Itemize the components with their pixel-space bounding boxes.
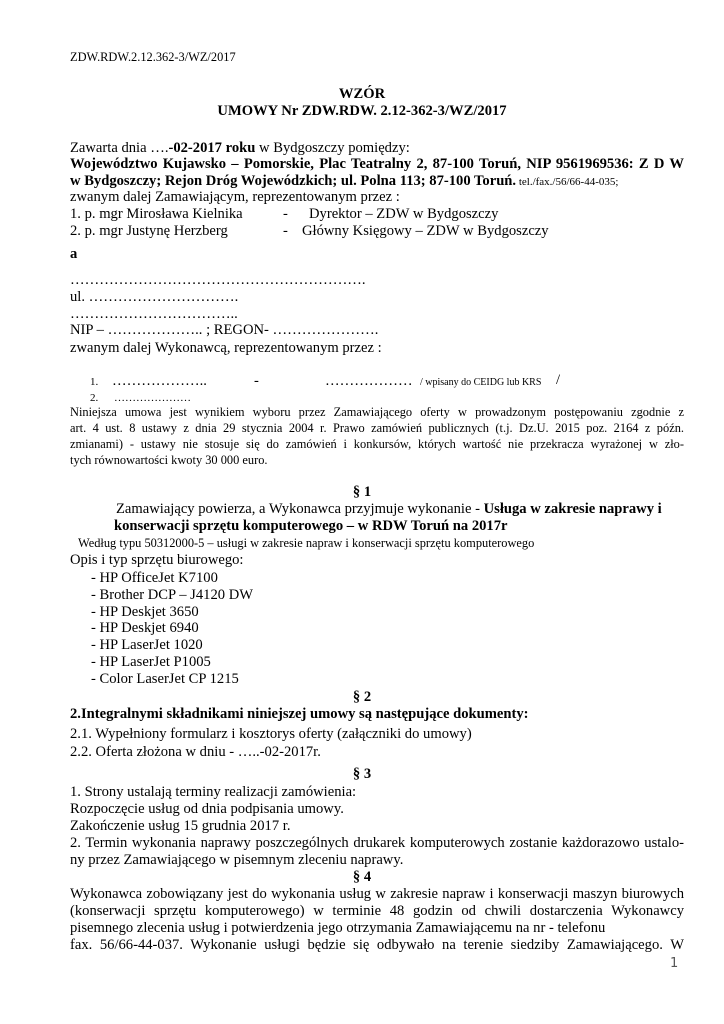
intro-line-1 bbox=[70, 140, 410, 157]
legal-basis-line-4: tych równowartości kwoty 30 000 euro. bbox=[70, 453, 268, 467]
contractor-rep-1-number: 1. bbox=[90, 376, 99, 388]
section-4-line-4: fax. 56/66-44-037. Wykonanie usługi będzie się odbywało na terenie siedziby Zamawiającego. W bbox=[70, 937, 684, 953]
client-phone: tel./fax./56/66-44-035; bbox=[516, 176, 619, 188]
section-1-service-scope: konserwacji sprzętu komputerowego bbox=[114, 518, 344, 534]
contractor-name-dots: ……………………………………………………. bbox=[70, 272, 366, 288]
contractor-city-dots: …………………………….. bbox=[70, 306, 238, 322]
section-1-line-2 bbox=[114, 518, 508, 535]
section-1-line-1 bbox=[116, 501, 662, 518]
client-represented-by: zwanym dalej Zamawiającym, reprezentowanym przez : bbox=[70, 189, 400, 205]
section-3-line-2: Rozpoczęcie usług od dnia podpisania umowy. bbox=[70, 801, 344, 817]
contractor-rep-1-role-dots: ……………… bbox=[325, 373, 413, 389]
section-1-service-location: – w RDW Toruń na 2017r bbox=[343, 518, 508, 534]
section-3-line-1: 1. Strony ustalają terminy realizacji zamówienia: bbox=[70, 784, 357, 800]
rep-2-role: Główny Księgowy – ZDW w Bydgoszczy bbox=[302, 223, 549, 239]
ceidg-krs-slash: / bbox=[556, 372, 561, 388]
contractor-street: ul. …………………………. bbox=[70, 289, 239, 305]
section-1-cpv: Według typu 50312000-5 – usługi w zakresie napraw i konserwacji sprzętu komputerowego bbox=[78, 536, 535, 550]
section-2-heading: § 2 bbox=[352, 689, 372, 705]
section-4-heading: § 4 bbox=[352, 869, 372, 885]
equipment-item: - Color LaserJet CP 1215 bbox=[91, 671, 239, 687]
contractor-rep-2-dots: ………………… bbox=[114, 392, 191, 404]
section-4-line-1: Wykonawca zobowiązany jest do wykonania usług w zakresie napraw i konserwacji maszyn biurowych bbox=[70, 886, 684, 902]
legal-basis-line-1: Niniejsza umowa jest wynikiem wyboru przez Zamawiającego oferty w prowadzonym postępowaniu zgodnie z bbox=[70, 405, 684, 419]
rep-2-name: 2. p. mgr Justynę Herzberg bbox=[70, 223, 228, 239]
contractor-nip-regon: NIP – ……………….. ; REGON- …………………. bbox=[70, 322, 379, 338]
equipment-item: - Brother DCP – J4120 DW bbox=[91, 587, 254, 603]
ceidg-krs-note: / wpisany do CEIDG lub KRS bbox=[420, 377, 542, 388]
page-number: 1 bbox=[670, 956, 679, 971]
equipment-item: - HP LaserJet P1005 bbox=[91, 654, 211, 670]
section-1-entrust: Zamawiający powierza, a Wykonawca przyjmuje wykonanie - bbox=[116, 501, 484, 517]
equipment-list-title: Opis i typ sprzętu biurowego: bbox=[70, 552, 244, 568]
section-3-line-4: 2. Termin wykonania naprawy poszczególnych drukarek komputerowych zostanie każdorazowo ustalo- bbox=[70, 835, 684, 851]
intro-place: w Bydgoszczy pomiędzy: bbox=[255, 140, 410, 156]
section-2-item-1: 2.1. Wypełniony formularz i kosztorys oferty (załączniki do umowy) bbox=[70, 726, 472, 742]
document-subtitle: UMOWY Nr ZDW.RDW. 2.12-362-3/WZ/2017 bbox=[217, 103, 507, 119]
section-2-item-2: 2.2. Oferta złożona w dniu - …..-02-2017r. bbox=[70, 744, 321, 760]
intro-date: -02-2017 roku bbox=[168, 140, 256, 156]
equipment-item: - HP LaserJet 1020 bbox=[91, 637, 203, 653]
equipment-item: - HP Deskjet 3650 bbox=[91, 604, 199, 620]
equipment-item: - HP Deskjet 6940 bbox=[91, 620, 199, 636]
section-3-line-5: ny przez Zamawiającego w pisemnym zleceniu naprawy. bbox=[70, 852, 404, 868]
document-title: WZÓR bbox=[338, 86, 386, 102]
equipment-item: - HP OfficeJet K7100 bbox=[91, 570, 218, 586]
section-3-heading: § 3 bbox=[352, 766, 372, 782]
contractor-represented-by: zwanym dalej Wykonawcą, reprezentowanym przez : bbox=[70, 340, 382, 356]
contractor-a: a bbox=[70, 246, 78, 262]
section-4-line-2: (konserwacji sprzętu komputerowego) w terminie 48 godzin od chwili dostarczenia Wykonawcy bbox=[70, 903, 684, 919]
contractor-rep-1-dash: - bbox=[254, 373, 259, 389]
section-4-line-3: pisemnego zlecenia usług i potwierdzenia jego otrzymania Zamawiającemu na nr - telefonu bbox=[70, 920, 606, 936]
rep-2-dash: - bbox=[283, 223, 288, 239]
legal-basis-line-3: zmianami) - ustawy nie stosuje się do zamówień i konkursów, których wartość nie przekracza wyrażonej w zło- bbox=[70, 437, 684, 451]
contractor-rep-1-name-dots: ……………….. bbox=[112, 373, 207, 389]
section-1-heading: § 1 bbox=[352, 484, 372, 500]
client-address: w Bydgoszczy; Rejon Dróg Wojewódzkich; ul. Polna 113; 87-100 Toruń. bbox=[70, 173, 517, 189]
client-address-line bbox=[70, 173, 618, 190]
rep-1-dash: - bbox=[283, 206, 288, 222]
client-name-line: Województwo Kujawsko – Pomorskie, Plac Teatralny 2, 87-100 Toruń, NIP 9561969536: Z D W bbox=[70, 156, 684, 172]
intro-date-prefix: Zawarta dnia …. bbox=[70, 140, 169, 156]
rep-1-name: 1. p. mgr Mirosława Kielnika bbox=[70, 206, 243, 222]
rep-1-role: Dyrektor – ZDW w Bydgoszczy bbox=[309, 206, 499, 222]
legal-basis-line-2: art. 4 ust. 8 ustawy z dnia 29 stycznia 2004 r. Prawo zamówień publicznych (t.j. Dz.U. 2015 poz. 2164 z późn. bbox=[70, 421, 684, 435]
contractor-rep-2-number: 2. bbox=[90, 392, 99, 404]
section-2-title: 2.Integralnymi składnikami niniejszej umowy są następujące dokumenty: bbox=[70, 706, 529, 722]
section-1-service-name: Usługa w zakresie naprawy i bbox=[483, 501, 662, 517]
document-reference: ZDW.RDW.2.12.362-3/WZ/2017 bbox=[70, 50, 236, 64]
section-3-line-3: Zakończenie usług 15 grudnia 2017 r. bbox=[70, 818, 291, 834]
